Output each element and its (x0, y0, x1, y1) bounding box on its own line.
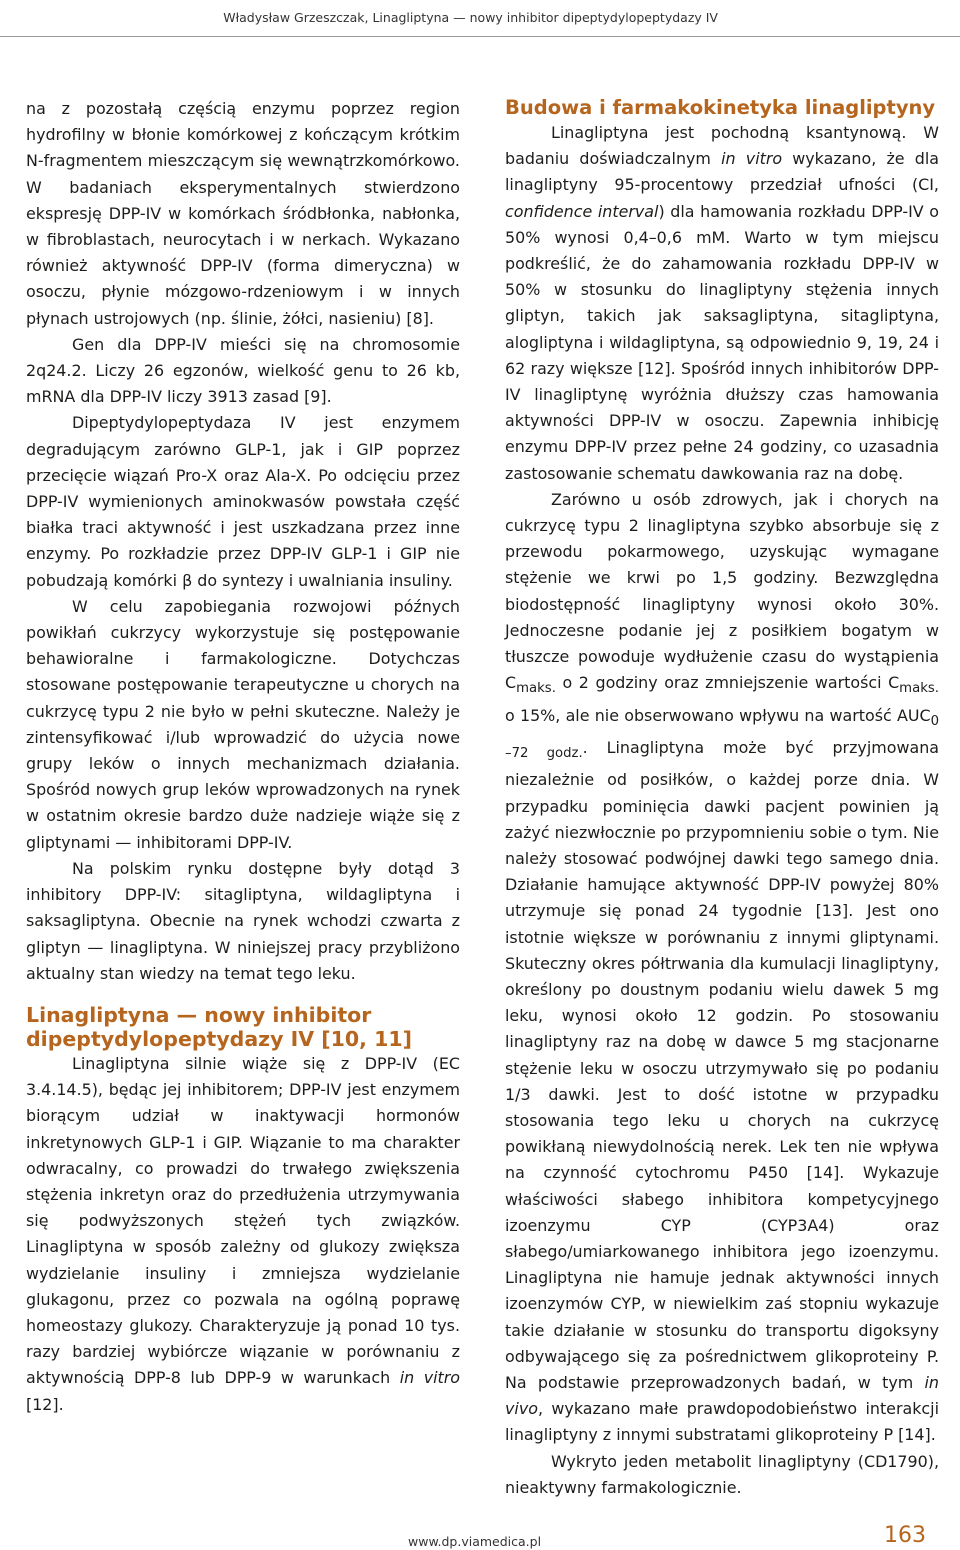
left-column (26, 96, 460, 1418)
footer-url: www.dp.viamedica.pl (408, 1534, 542, 1549)
right-column (505, 96, 939, 1501)
page-number: 163 (884, 1523, 926, 1548)
running-title: Władysław Grzeszczak, Linagliptyna — nowy inhibitor dipeptydylopeptydazy IV (223, 10, 718, 25)
right-paragraph-2: Zarówno u osób zdrowych, jak i chorych na cukrzycę typu 2 linagliptyna szybko absorbuje się z przewodu pokarmowego, uzyskując wymagane stężenie we krwi po 1,5 godziny. Bezwzględna biodostępność linagliptyny wynosi około 30%. Jednoczesne podanie jej z posiłkiem bogatym w tłuszcze powoduje wydłużenie czasu do wystąpienia $C_{maks.}$ o 2 godziny oraz zmniejszenie wartości $C_{maks.}$ o 15%, ale nie obserwowano wpływu na wartość $AUC_{0 -72 godz.}$. Linagliptyna może być przyjmowana niezależnie od posiłków, o każdej porze dnia. W przypadku pominięcia dawki pacjent powinien ją zażyć niezwłocznie po przypomnieniu sobie o tym. Nie należy stosować podwójnej dawki tego samego dnia. Działanie hamujące aktywność DPP-IV powyżej 80% utrzymuje się ponad 24 tygodnie [13]. Jest ono istotnie większe w porównaniu z innymi gliptynami. Skuteczny okres półtrwania dla kumulacji linagliptyny, określony po doustnym podaniu wielu dawek 5 mg leku, wynosi około 12 godzin. Po stosowaniu linagliptyny raz na dobę w dawce 5 mg stacjonarne stężenie leku w osoczu utrzymywało się po podaniu 1/3 dawki. Jest to dość istotne w przypadku stosowania tego leku u chorych na cukrzycę powikłaną niewydolnością nerek. Lek ten nie wpływa na czynność cytochromu P450 [14]. Wykazuje właściwości słabego inhibitora kompetycyjnego izoenzymu CYP (CYP3A4) oraz słabego/umiarkowanego inhibitora jego izoenzymu. Linagliptyna nie hamuje jednak aktywności innych izoenzymów CYP, w niewielkim zaś stopniu wykazuje takie działanie w stosunku do transportu digoksyny odbywającego się za pośrednictwem glikoproteiny P. Na podstawie przeprowadzonych badań, w tym in vivo, wykazano małe prawdopodobieństwo interakcji linagliptyny z innymi substratami glikoproteiny P [14]. (505, 489, 939, 1445)
left-paragraph-2: Gen dla DPP-IV mieści się na chromosomie 2q24.2. Liczy 26 egzonów, wielkość genu to 26 kb, mRNA dla DPP-IV liczy 3913 zasad [9]. (26, 334, 460, 407)
left-paragraph-3: Dipeptydylopeptydaza IV jest enzymem degradującym zarówno GLP-1, jak i GIP poprzez przecięcie wiązań Pro-X oraz Ala-X. Po odcięciu przez DPP-IV wymienionych aminokwasów powstała część białka traci aktywność i jest uszkadzana przez inne enzymy. Po rozkładzie przez DPP-IV GLP-1 i GIP nie pobudzają komórki β do syntezy i uwalniania insuliny. (26, 413, 460, 590)
right-paragraph-1: Linagliptyna jest pochodną ksantynową. W badaniu doświadczalnym in vitro wykazano, że dla linagliptyny 95-procentowy przedział ufności (CI, confidence interval) dla hamowania rozkładu DPP-IV o 50% wynosi 0,4–0,6 mM. Warto w tym miejscu podkreślić, że do zahamowania rozkładu DPP-IV w 50% w stosunku do linagliptyny stężenia innych gliptyn, takich jak saksagliptyna, sitagliptyna, alogliptyna i wildagliptyna, są odpowiednio 9, 19, 24 i 62 razy większe [12]. Spośród innych inhibitorów DPP-IV linagliptynę wyróżnia dłuższy czas hamowania aktywności DPP-IV w osoczu. Zapewnia inhibicję enzymu DPP-IV przez pełne 24 godziny, co uzasadnia zastosowanie schematu dawkowania raz na dobę. (505, 123, 940, 483)
left-paragraph-4: W celu zapobiegania rozwojowi późnych powikłań cukrzycy wykorzystuje się postępowanie behawioralne i farmakologiczne. Dotychczas stosowane postępowanie terapeutyczne u chorych na cukrzycę typu 2 nie było w pełni skuteczne. Należy je zintensyfikować i/lub wprowadzić do użycia nowe grupy leków o innych mechanizmach działania. Spośród nowych grup leków wprowadzonych na rynek w ostatnim okresie bardzo duże nadzieje wiąże się z gliptynami — inhibitorami DPP-IV. (26, 596, 460, 852)
running-header (0, 0, 960, 37)
left-paragraph-5: Na polskim rynku dostępne były dotąd 3 inhibitory DPP-IV: sitagliptyna, wildagliptyna i saksagliptyna. Obecnie na rynek wchodzi czwarta z gliptyn — linagliptyna. W niniejszej pracy przybliżono aktualny stan wiedzy na temat tego leku. (26, 858, 460, 983)
left-paragraph-1: na z pozostałą częścią enzymu poprzez region hydrofilny w błonie komórkowej z kończącym krótkim N-fragmentem mieszczącym się wewnątrzkomórkowo. W badaniach eksperymentalnych stwierdzono ekspresję DPP-IV w komórkach śródbłonka, nabłonka, w fibroblastach, neurocytach i w nerkach. Wykazano również aktywność DPP-IV (forma dimeryczna) w osoczu, płynie mózgowo-rdzeniowym i w innych płynach ustrojowych (np. ślinie, żółci, nasieniu) [8]. (26, 99, 460, 328)
right-paragraph-3: Wykryto jeden metabolit linagliptyny (CD1790), nieaktywny farmakologicznie. (505, 1451, 939, 1497)
section-heading-linagliptyna: Linagliptyna — nowy inhibitor dipeptydylopeptydazy IV [10, 11] (26, 1002, 412, 1051)
left-section-paragraph: Linagliptyna silnie wiąże się z DPP-IV (EC 3.4.14.5), będąc jej inhibitorem; DPP-IV jest enzymem biorącym udział w inaktywacji hormonów inkretynowych GLP-1 i GIP. Wiązanie to ma charakter odwracalny, co prowadzi do trwałego zwiększenia stężenia inkretyn oraz do przedłużenia utrzymywania się podwyższonych stężeń tych związków. Linagliptyna w sposób zależny od glukozy zwiększa wydzielanie insuliny i zmniejsza wydzielanie glukagonu, przez co pozwala na ogólną poprawę homeostazy glukozy. Charakteryzuje ją ponad 10 tys. razy bardziej wybiórcze wiązanie w porównaniu z aktywnością DPP-8 lub DPP-9 w warunkach in vitro [12]. (26, 1053, 460, 1414)
section-heading-budowa: Budowa i farmakokinetyka linagliptyny (505, 96, 936, 119)
